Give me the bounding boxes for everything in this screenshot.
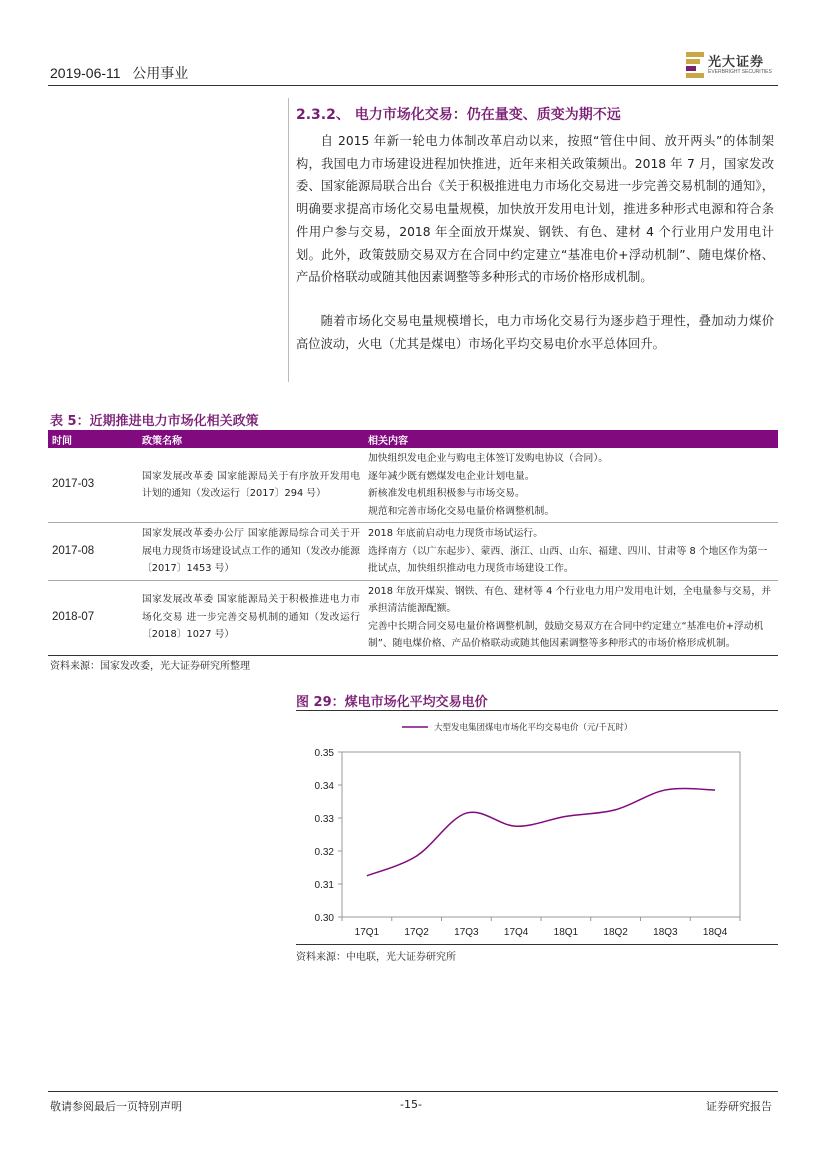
legend-label: 大型发电集团煤电市场化平均交易电价（元/千瓦时） — [434, 723, 633, 733]
logo-text-en: EVERBRIGHT SECURITIES — [708, 69, 772, 75]
page-number: -15- — [400, 1098, 422, 1111]
table-header-row — [48, 430, 778, 448]
logo-text-cn: 光大证券 — [708, 55, 765, 70]
x-tick-label: 18Q1 — [553, 927, 579, 938]
table-title: 表 5：近期推进电力市场化相关政策 — [50, 414, 259, 429]
content-line: 完善中长期合同交易电量价格调整机制，鼓励交易双方在合同中约定建立“基准电价+浮动机制”、随电煤价格、产品价格联动或随其他因素调整等多种形式的市场价格形成机制。 — [368, 620, 764, 649]
table-source: 资料来源：国家发改委，光大证券研究所整理 — [50, 661, 250, 672]
col-header-name: 政策名称 — [138, 430, 364, 448]
figure-bottom-rule — [296, 944, 778, 945]
section-title: 2.3.2、 电力市场化交易：仍在量变、质变为期不远 — [296, 107, 621, 123]
figure-source: 资料来源：中电联，光大证券研究所 — [296, 952, 456, 963]
price-line-chart — [296, 712, 778, 944]
content-line: 选择南方（以广东起步）、蒙西、浙江、山西、山东、福建、四川、甘肃等 8 个地区作为第一批试点，加快组织推动电力现货市场建设工作。 — [368, 545, 768, 574]
row-date: 2017-03 — [48, 448, 138, 523]
paragraph-1: 自 2015 年新一轮电力体制改革启动以来，按照“管住中间、放开两头”的体制架构，我国电力市场建设进程加快推进，近年来相关政策频出。2018 年 7 月，国家发改委、国家能源局联合出台《关于积极推进电力市场化交易进一步完善交易机制的通知》，明确要求提高市场化交易电量规模，加快放开发用电计划，推进多种形式电源和符合条件用户参与交易，2018 年全面放开煤炭、钢铁、有色、建材 4 个行业用户发用电计划。此外，政策鼓励交易双方在合同中约定建立“基准电价+浮动机制”、随电煤价格、产品价格联动或随其他因素调整等多种形式的市场价格形成机制。 — [296, 134, 774, 285]
figure-top-rule — [296, 710, 778, 711]
row-content — [364, 580, 778, 655]
row-content — [364, 448, 778, 523]
x-tick-label: 17Q1 — [354, 927, 380, 938]
content-line: 加快组织发电企业与购电主体签订发购电协议（合同）。 — [368, 453, 609, 464]
footer-disclaimer: 敬请参阅最后一页特别声明 — [50, 1100, 182, 1113]
footer-divider — [48, 1091, 778, 1092]
row-date: 2018-07 — [48, 580, 138, 655]
col-header-content: 相关内容 — [364, 430, 778, 448]
content-line: 新核准发电机组积极参与市场交易。 — [368, 488, 525, 499]
header-divider — [48, 85, 778, 86]
x-tick-label: 17Q4 — [503, 927, 529, 938]
section-margin-rule — [288, 98, 289, 382]
figure-title: 图 29：煤电市场化平均交易电价 — [296, 695, 488, 710]
x-tick-label: 18Q4 — [702, 927, 728, 938]
series-line — [367, 788, 715, 875]
plot-area — [342, 752, 740, 917]
everbright-logo — [686, 50, 780, 80]
row-date: 2017-08 — [48, 523, 138, 581]
x-tick-label: 17Q3 — [454, 927, 479, 938]
y-tick-label: 0.32 — [314, 847, 334, 858]
logo-mark-icon — [686, 52, 704, 76]
content-line: 逐年减少既有燃煤发电企业计划电量。 — [368, 470, 535, 482]
policy-table — [48, 430, 778, 656]
row-policy-name: 国家发展改革委 国家能源局关于积极推进电力市场化交易 进一步完善交易机制的通知（发改运行〔2018〕1027 号） — [138, 580, 364, 655]
content-line: 2018 年底前启动电力现货市场试运行。 — [368, 528, 543, 539]
content-line: 规范和完善市场化交易电量价格调整机制。 — [368, 505, 555, 517]
y-tick-label: 0.31 — [314, 880, 334, 891]
table-row — [48, 448, 778, 523]
y-tick-label: 0.33 — [314, 814, 334, 825]
report-date: 2019-06-11 — [50, 65, 121, 81]
y-tick-label: 0.35 — [314, 748, 334, 759]
table-row — [48, 523, 778, 581]
row-policy-name: 国家发展改革委 国家能源局关于有序放开发用电计划的通知（发改运行〔2017〕294 号） — [138, 448, 364, 523]
y-tick-label: 0.34 — [314, 781, 334, 792]
y-tick-label: 0.30 — [314, 913, 334, 924]
industry-label: 公用事业 — [132, 65, 189, 81]
table-row — [48, 580, 778, 655]
header-date-industry — [50, 63, 188, 83]
footer-report-type: 证券研究报告 — [706, 1100, 772, 1113]
x-tick-label: 18Q3 — [653, 927, 678, 938]
paragraph-2: 随着市场化交易电量规模增长，电力市场化交易行为逐步趋于理性，叠加动力煤价高位波动，火电（尤其是煤电）市场化平均交易电价水平总体回升。 — [296, 314, 774, 351]
x-tick-label: 18Q2 — [603, 927, 628, 938]
col-header-date: 时间 — [48, 430, 138, 448]
row-policy-name: 国家发展改革委办公厅 国家能源局综合司关于开展电力现货市场建设试点工作的通知（发改办能源〔2017〕1453 号） — [138, 523, 364, 581]
content-line: 2018 年放开煤炭、钢铁、有色、建材等 4 个行业电力用户发用电计划，全电量参与交易，并承担清洁能源配额。 — [368, 585, 771, 614]
row-content — [364, 523, 778, 581]
x-tick-label: 17Q2 — [404, 927, 429, 938]
